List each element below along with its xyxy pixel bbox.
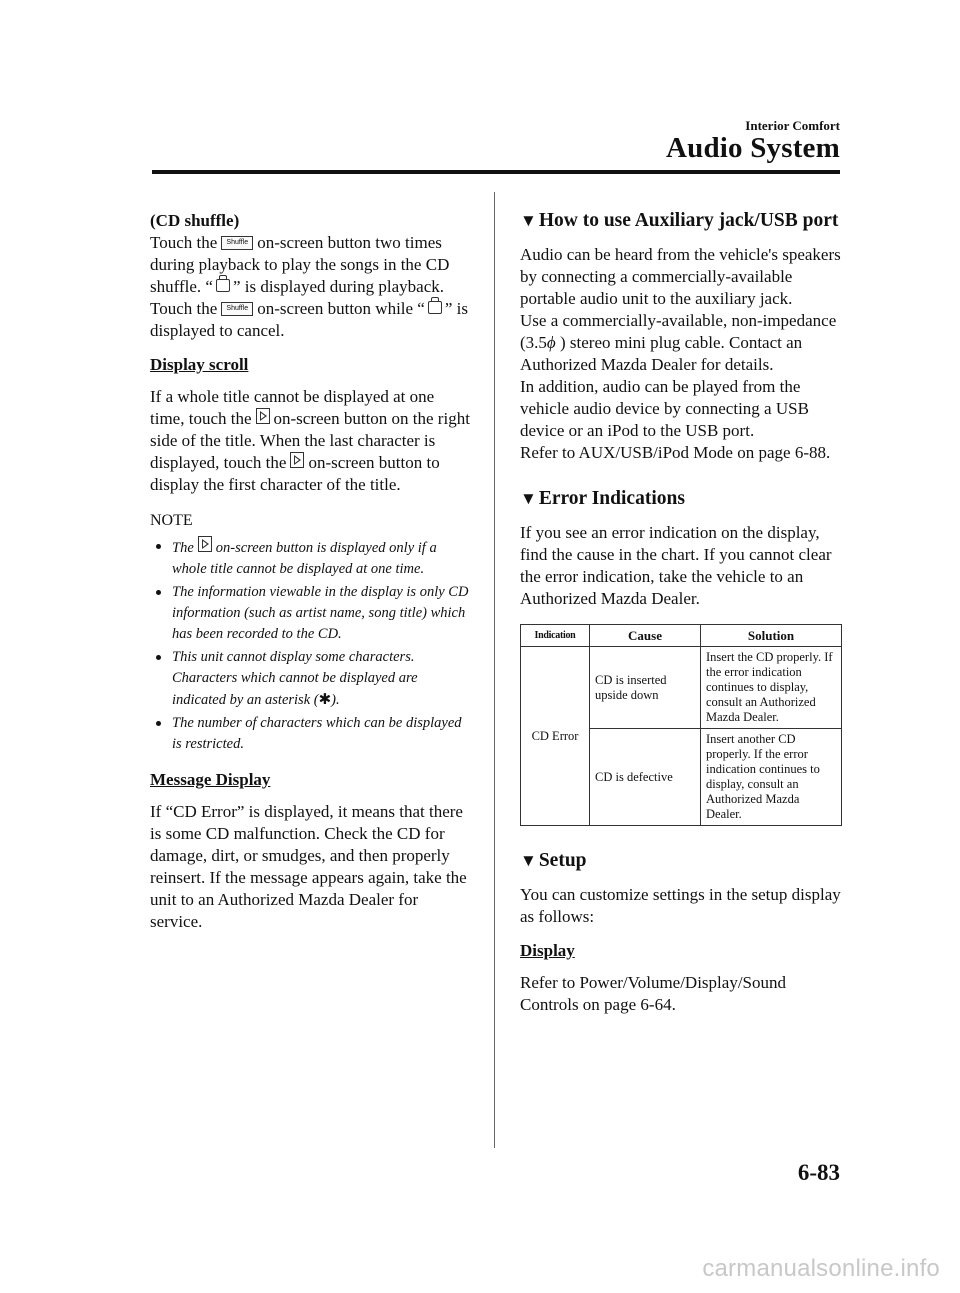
right-column [520,210,842,1016]
bullet-icon [156,655,161,660]
aux-paragraph-3: In addition, audio can be played from the vehicle audio device by connecting a USB device or an iPod to the USB port. [520,377,809,440]
table-cell-cause: CD is defective [590,729,701,826]
note-item: This unit cannot display some characters. Characters which cannot be displayed are indicated by an asterisk (✱). [150,647,470,711]
header-rule [152,170,840,174]
table-header-cause: Cause [590,625,701,647]
footer-watermark: carmanualsonline.info [702,1255,940,1282]
bullet-icon [156,544,161,549]
page-title: Audio System [665,132,840,164]
table-row [521,647,842,729]
table-header-solution: Solution [701,625,842,647]
table-cell-solution: Insert another CD properly. If the error indication continues to display, consult an Authorized Mazda Dealer. [701,729,842,826]
phi-symbol: ϕ [546,333,556,352]
bullet-icon [156,721,161,726]
table-header-indication: Indication [521,625,590,647]
setup-paragraph: You can customize settings in the setup display as follows: [520,885,841,926]
table-cell-indication: CD Error [521,647,590,826]
table-header-row [521,625,842,647]
left-column [150,210,470,933]
setup-heading: ▼ Setup [520,850,587,871]
error-table [520,624,842,826]
shuffle-indicator-icon [216,279,230,292]
table-cell-solution: Insert the CD properly. If the error indication continues to display, consult an Authorized Mazda Dealer. [701,647,842,729]
shuffle-button-icon: Shuffle [221,302,253,316]
error-indications-paragraph: If you see an error indication on the display, find the cause in the chart. If you cannot clear the error indication, take the vehicle to an Authorized Mazda Dealer. [520,523,832,608]
note-title: NOTE [150,512,193,529]
note-item: The on-screen button is displayed only if a whole title cannot be displayed at one time. [150,536,470,580]
aux-paragraph-1: Audio can be heard from the vehicle's speakers by connecting a commercially-available portable audio unit to the auxiliary jack. [520,245,841,308]
shuffle-indicator-icon [428,301,442,314]
triangle-down-icon: ▼ [520,211,537,230]
cd-shuffle-paragraph-2: Touch the Shuffle on-screen button while “ ” is displayed to cancel. [150,299,468,340]
error-indications-heading: ▼ Error Indications [520,488,685,509]
cd-shuffle-heading: (CD shuffle) [150,211,240,230]
scroll-play-icon [198,536,212,552]
table-cell-cause: CD is inserted upside down [590,647,701,729]
bullet-icon [156,590,161,595]
display-scroll-heading: Display scroll [150,355,249,374]
message-display-heading: Message Display [150,770,271,789]
shuffle-button-icon: Shuffle [221,236,253,250]
triangle-down-icon: ▼ [520,489,537,508]
display-scroll-paragraph: If a whole title cannot be displayed at one time, touch the on-screen button on the right side of the title. When the last character is displayed, touch the on-screen button to display the first character of the title. [150,387,470,494]
aux-paragraph-4: Refer to AUX/USB/iPod Mode on page 6-88. [520,443,831,462]
triangle-down-icon: ▼ [520,851,537,870]
aux-usb-heading: ▼ How to use Auxiliary jack/USB port [520,210,839,231]
asterisk-icon: ✱ [318,690,332,708]
scroll-play-icon [256,408,270,424]
column-divider [494,192,495,1148]
cd-shuffle-paragraph-1: Touch the Shuffle on-screen button two times during playback to play the songs in the CD shuffle. “ ” is displayed during playback. [150,233,450,296]
note-list [150,536,470,755]
header-section-label: Interior Comfort [745,118,840,133]
note-item: The information viewable in the display is only CD information (such as artist name, song title) which has been recorded to the CD. [150,582,470,645]
message-display-paragraph: If “CD Error” is displayed, it means that there is some CD malfunction. Check the CD for damage, dirt, or smudges, and then properly reinsert. If the message appears again, take the unit to an Authorized Mazda Dealer for service. [150,802,467,931]
setup-display-paragraph: Refer to Power/Volume/Display/Sound Controls on page 6-64. [520,973,786,1014]
note-item: The number of characters which can be displayed is restricted. [150,713,470,755]
aux-paragraph-2: Use a commercially-available, non-impedance (3.5ϕ ) stereo mini plug cable. Contact an Authorized Mazda Dealer for details. [520,311,837,374]
page-number: 6-83 [797,1160,840,1185]
setup-display-heading: Display [520,941,575,960]
scroll-play-icon [290,452,304,468]
